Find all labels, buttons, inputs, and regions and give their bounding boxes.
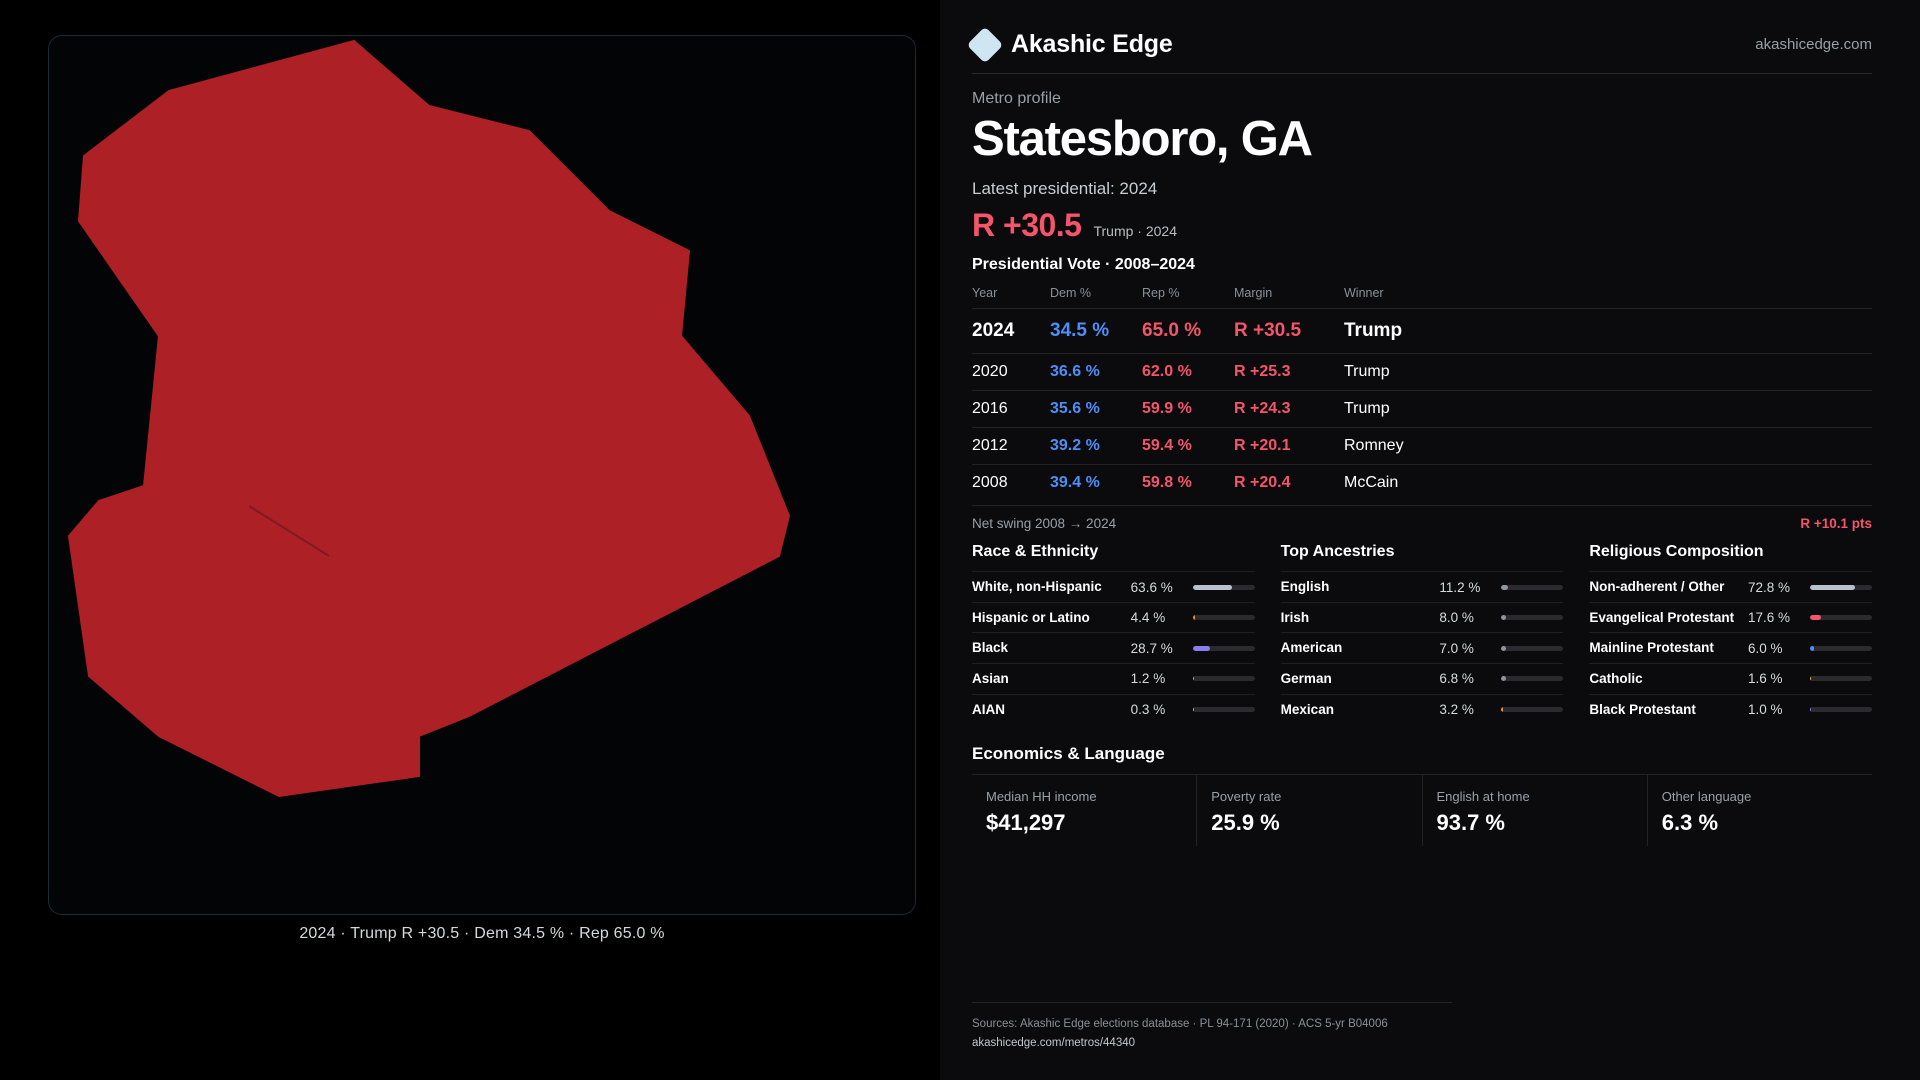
religion-title: Religious Composition [1589, 543, 1764, 561]
list-item [972, 632, 1255, 663]
cell-rep: 62.0 % [1142, 354, 1234, 391]
col-winner: Winner [1344, 286, 1384, 301]
econ-cell-poverty [1197, 775, 1422, 846]
info-panel [940, 0, 1920, 1080]
ancestry-bar [1501, 585, 1563, 590]
ancestry-label: American [1280, 640, 1343, 656]
ancestry-label: Mexican [1280, 701, 1334, 717]
religion-label: Black Protestant [1589, 701, 1696, 717]
race-value: 1.2 % [1130, 671, 1166, 687]
religion-label: Mainline Protestant [1589, 640, 1714, 656]
cell-dem: 39.4 % [1050, 465, 1142, 502]
cell-year: 2016 [972, 391, 1050, 428]
race-value: 63.6 % [1130, 579, 1173, 595]
cell-winner: Trump [1344, 309, 1872, 354]
ancestry-bar [1501, 646, 1563, 651]
list-item [1589, 694, 1872, 725]
cell-year: 2020 [972, 354, 1050, 391]
race-value: 0.3 % [1130, 701, 1166, 717]
ancestry-bar [1501, 615, 1563, 620]
economics-title: Economics & Language [972, 744, 1165, 764]
cell-winner: Romney [1344, 428, 1872, 465]
list-item [1589, 632, 1872, 663]
table-row[interactable] [972, 391, 1872, 428]
diamond-icon [967, 26, 1004, 63]
table-header-row [972, 286, 1872, 309]
race-label: White, non-Hispanic [972, 579, 1102, 595]
econ-label: Median HH income [986, 789, 1097, 805]
econ-value: 25.9 % [1211, 810, 1280, 836]
list-item [1589, 602, 1872, 633]
cell-margin: R +30.5 [1234, 309, 1344, 354]
headline-margin: R +30.5 [972, 207, 1082, 244]
cell-winner: McCain [1344, 465, 1872, 502]
list-item [972, 663, 1255, 694]
map-frame[interactable] [48, 35, 916, 915]
ancestry-label: Irish [1280, 609, 1310, 625]
net-swing-label: Net swing 2008 → 2024 [972, 516, 1117, 532]
list-item [1281, 632, 1564, 663]
cell-year: 2024 [972, 309, 1050, 354]
list-item [972, 602, 1255, 633]
race-bar [1193, 615, 1255, 620]
cell-margin: R +25.3 [1234, 354, 1344, 391]
cell-rep: 65.0 % [1142, 309, 1234, 354]
net-swing-value: R +10.1 pts [1800, 516, 1872, 532]
religion-bar [1810, 707, 1872, 712]
headline-margin-row [972, 207, 1872, 244]
religion-block [1589, 543, 1872, 724]
race-label: AIAN [972, 701, 1005, 717]
race-label: Hispanic or Latino [972, 609, 1090, 625]
race-bar [1193, 707, 1255, 712]
list-item [1281, 571, 1564, 602]
sources-footer [972, 1002, 1452, 1054]
race-label: Asian [972, 670, 1009, 686]
race-bar [1193, 646, 1255, 651]
col-dem: Dem % [1050, 286, 1091, 301]
cell-year: 2008 [972, 465, 1050, 502]
page-title: Statesboro, GA [972, 112, 1312, 166]
religion-label: Evangelical Protestant [1589, 609, 1735, 625]
table-row[interactable] [972, 465, 1872, 502]
cell-dem: 35.6 % [1050, 391, 1142, 428]
map-panel [0, 0, 940, 1080]
race-value: 28.7 % [1130, 640, 1173, 656]
ancestry-value: 7.0 % [1439, 640, 1474, 656]
religion-label: Catholic [1589, 670, 1643, 686]
cell-winner: Trump [1344, 391, 1872, 428]
ancestry-label: English [1280, 579, 1330, 595]
religion-value: 6.0 % [1748, 640, 1783, 656]
cell-dem: 36.6 % [1050, 354, 1142, 391]
religion-label: Non-adherent / Other [1589, 579, 1725, 595]
list-item [1281, 602, 1564, 633]
econ-label: English at home [1436, 789, 1530, 805]
ancestry-label: German [1280, 670, 1332, 686]
cell-rep: 59.8 % [1142, 465, 1234, 502]
table-row[interactable] [972, 309, 1872, 354]
latest-presidential-label: Latest presidential: 2024 [972, 179, 1158, 199]
religion-value: 17.6 % [1748, 610, 1791, 626]
ancestry-value: 3.2 % [1439, 701, 1474, 717]
religion-value: 1.6 % [1748, 671, 1783, 687]
econ-label: Poverty rate [1211, 789, 1282, 805]
cell-margin: R +20.1 [1234, 428, 1344, 465]
list-item [1281, 663, 1564, 694]
cell-dem: 39.2 % [1050, 428, 1142, 465]
table-row[interactable] [972, 428, 1872, 465]
cell-dem: 34.5 % [1050, 309, 1142, 354]
race-value: 4.4 % [1130, 610, 1166, 626]
econ-value: 6.3 % [1661, 810, 1719, 836]
econ-cell-income [972, 775, 1197, 846]
cell-rep: 59.4 % [1142, 428, 1234, 465]
race-label: Black [972, 640, 1009, 656]
economics-row [972, 774, 1872, 846]
list-item [972, 694, 1255, 725]
cell-margin: R +24.3 [1234, 391, 1344, 428]
presidential-vote-table [972, 286, 1872, 501]
religion-bar [1810, 585, 1872, 590]
religion-value: 72.8 % [1748, 579, 1791, 595]
county-shape[interactable] [49, 36, 916, 915]
col-year: Year [972, 286, 998, 301]
map-caption: 2024 · Trump R +30.5 · Dem 34.5 % · Rep 65.0 % [299, 925, 665, 942]
ancestry-value: 6.8 % [1439, 671, 1474, 687]
religion-bar [1810, 676, 1872, 681]
vote-table-title: Presidential Vote · 2008–2024 [972, 256, 1195, 274]
ancestry-value: 8.0 % [1439, 610, 1474, 626]
race-bar [1193, 585, 1255, 590]
econ-cell-other-language [1648, 775, 1872, 846]
race-ethnicity-block [972, 543, 1255, 724]
religion-bar [1810, 615, 1872, 620]
net-swing-row [972, 505, 1872, 531]
ancestry-value: 11.2 % [1439, 579, 1481, 595]
demographics-section [972, 543, 1872, 724]
cell-rep: 59.9 % [1142, 391, 1234, 428]
religion-value: 1.0 % [1748, 701, 1783, 717]
list-item [1589, 663, 1872, 694]
page-kicker: Metro profile [972, 90, 1061, 107]
permalink[interactable]: akashicedge.com/metros/44340 [972, 1037, 1136, 1050]
col-margin: Margin [1234, 286, 1273, 301]
list-item [972, 571, 1255, 602]
ancestry-bar [1501, 676, 1563, 681]
econ-value: 93.7 % [1436, 810, 1505, 836]
religion-bar [1810, 646, 1872, 651]
headline-margin-note: Trump · 2024 [1093, 223, 1177, 240]
sources-text: Sources: Akashic Edge elections database · PL 94-171 (2020) · ACS 5-yr B04006 [972, 1017, 1388, 1030]
brand-left [972, 30, 1173, 59]
race-title: Race & Ethnicity [972, 543, 1099, 561]
econ-value: $41,297 [986, 810, 1066, 836]
brand-bar [972, 30, 1872, 74]
list-item [1281, 694, 1564, 725]
ancestries-title: Top Ancestries [1280, 543, 1395, 561]
econ-cell-english [1423, 775, 1648, 846]
brand-name: Akashic Edge [1011, 30, 1173, 58]
race-bar [1193, 676, 1255, 681]
list-item [1589, 571, 1872, 602]
cell-year: 2012 [972, 428, 1050, 465]
table-row[interactable] [972, 354, 1872, 391]
ancestry-bar [1501, 707, 1563, 712]
ancestries-block [1281, 543, 1564, 724]
econ-label: Other language [1661, 789, 1752, 805]
cell-winner: Trump [1344, 354, 1872, 391]
brand-url[interactable]: akashicedge.com [1755, 36, 1872, 53]
col-rep: Rep % [1142, 286, 1180, 301]
cell-margin: R +20.4 [1234, 465, 1344, 502]
